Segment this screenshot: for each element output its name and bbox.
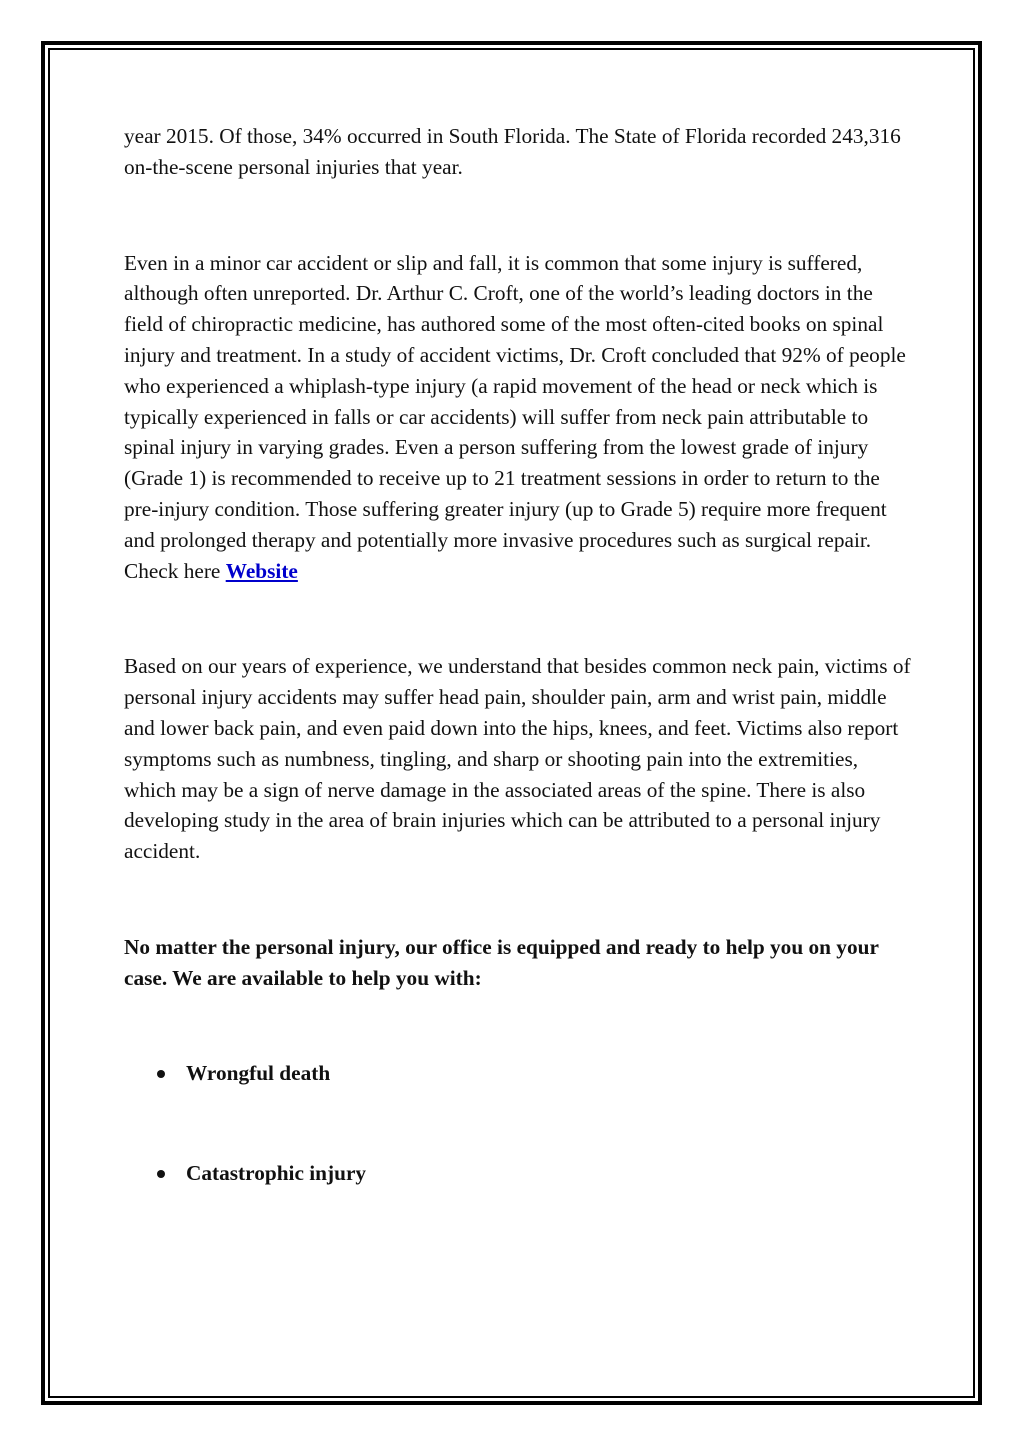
service-label: Wrongful death xyxy=(186,1060,331,1085)
paragraph-croft-study xyxy=(124,248,914,587)
bullet-icon xyxy=(157,1170,165,1178)
list-item xyxy=(124,1058,914,1089)
paragraph-symptoms: Based on our years of experience, we understand that besides common neck pain, victims of personal injury accidents may suffer head pain, shoulder pain, arm and wrist pain, middle and lower back pain, and even paid down into the hips, knees, and feet. Victims also report symptoms such as numbness, tingling, and sharp or shooting pain into the extremities, which may be a sign of nerve damage in the associated areas of the spine. There is also developing study in the area of brain injuries which can be attributed to a personal injury accident. xyxy=(124,654,911,864)
bullet-icon xyxy=(157,1070,165,1078)
service-label: Catastrophic injury xyxy=(186,1161,367,1186)
paragraph-croft-study-text: Even in a minor car accident or slip and fall, it is common that some injury is suffered, although often unreported. Dr. Arthur C. Croft, one of the world’s leading doctors in the field of chiropractic medicine, has authored some of the most often-cited books on spinal injury and treatment. In a study of accident victims, Dr. Croft concluded that 92% of people who experienced a whiplash-type injury (a rapid movement of the head or neck which is typically experienced in falls or car accidents) will suffer from neck pain attributable to spinal injury in varying grades. Even a person suffering from the lowest grade of injury (Grade 1) is recommended to receive up to 21 treatment sessions in order to return to the pre-injury condition. Those suffering greater injury (up to Grade 5) require more frequent and prolonged therapy and potentially more invasive procedures such as surgical repair. Check here xyxy=(124,250,906,583)
paragraph-statistics: year 2015. Of those, 34% occurred in South Florida. The State of Florida recorded 243,316 on-the-scene personal injuries that year. xyxy=(124,124,901,179)
services-list xyxy=(124,1058,914,1190)
list-item xyxy=(124,1158,914,1189)
website-link[interactable]: Website xyxy=(225,558,298,583)
paragraph-services-intro: No matter the personal injury, our office is equipped and ready to help you on your case. We are available to help you with: xyxy=(124,934,879,990)
document-body xyxy=(124,121,914,1259)
